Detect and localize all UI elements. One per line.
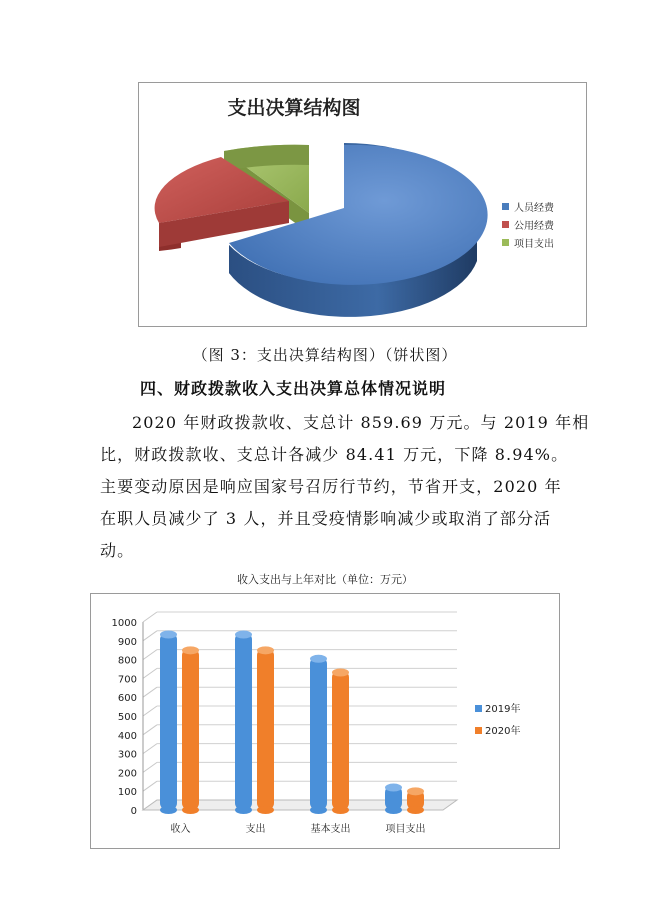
paragraph-line: 在职人员减少了 3 人，并且受疫情影响减少或取消了部分活 bbox=[100, 509, 552, 528]
legend-swatch bbox=[475, 705, 482, 712]
bar-top bbox=[160, 631, 177, 639]
gridline-depth bbox=[143, 762, 157, 772]
bar bbox=[182, 648, 199, 810]
bar-base bbox=[160, 806, 177, 814]
y-tick-label: 800 bbox=[117, 655, 137, 667]
legend-swatch bbox=[502, 203, 509, 210]
y-tick-label: 0 bbox=[130, 806, 137, 817]
figure-caption: （图 3：支出决算结构图）（饼状图） bbox=[192, 346, 458, 364]
gridline-depth bbox=[143, 668, 157, 678]
gridline-depth bbox=[143, 781, 157, 791]
gridline-depth bbox=[143, 725, 157, 735]
gridline-depth bbox=[143, 612, 157, 622]
paragraph-line: 2020 年财政拨款收、支总计 859.69 万元。与 2019 年相 bbox=[132, 413, 590, 432]
bar-top bbox=[332, 669, 349, 677]
bar-base bbox=[385, 806, 402, 814]
paragraph-line: 动。 bbox=[100, 541, 135, 560]
bar-chart-title: 收入支出与上年对比（单位：万元） bbox=[237, 573, 413, 586]
bar-top bbox=[257, 646, 274, 654]
y-tick-label: 300 bbox=[117, 749, 137, 761]
legend-item-public bbox=[502, 217, 554, 232]
y-tick-label: 600 bbox=[117, 693, 137, 705]
gridline-depth bbox=[143, 706, 157, 716]
bar bbox=[310, 657, 327, 810]
legend-swatch bbox=[502, 221, 509, 228]
x-tick-label: 基本支出 bbox=[310, 824, 351, 835]
y-tick-label: 1000 bbox=[111, 618, 137, 629]
y-tick-label: 400 bbox=[117, 730, 137, 742]
y-tick-label: 700 bbox=[117, 674, 137, 686]
legend-item-personnel bbox=[502, 199, 554, 214]
legend-label: 人员经费 bbox=[514, 203, 554, 214]
bar bbox=[257, 648, 274, 810]
legend-label: 2019年 bbox=[485, 704, 521, 715]
bar-chart-graphic bbox=[91, 594, 561, 850]
y-tick-label: 100 bbox=[117, 787, 137, 799]
bar-top bbox=[310, 655, 327, 663]
legend-label: 公用经费 bbox=[514, 221, 554, 232]
bar-base bbox=[257, 806, 274, 814]
bar bbox=[235, 633, 252, 810]
bar-base bbox=[310, 806, 327, 814]
bar-top bbox=[407, 787, 424, 795]
bar-base bbox=[235, 806, 252, 814]
pie-chart-title: 支出决算结构图 bbox=[227, 97, 361, 119]
legend-label: 2020年 bbox=[485, 726, 521, 737]
x-tick-label: 收入 bbox=[170, 824, 191, 835]
bar-chart bbox=[90, 593, 560, 849]
gridline-depth bbox=[143, 631, 157, 641]
gridline-depth bbox=[143, 650, 157, 660]
paragraph-line: 主要变动原因是响应国家号召厉行节约，节省开支，2020 年 bbox=[100, 477, 562, 496]
bar-top bbox=[385, 784, 402, 792]
gridline-depth bbox=[143, 744, 157, 754]
bar bbox=[332, 671, 349, 810]
x-tick-label: 项目支出 bbox=[385, 824, 426, 835]
gridline-depth bbox=[143, 687, 157, 697]
paragraph-line: 比，财政拨款收、支总计各减少 84.41 万元，下降 8.94%。 bbox=[100, 445, 569, 464]
bar-top bbox=[182, 646, 199, 654]
bar-base bbox=[182, 806, 199, 814]
bar-top bbox=[235, 631, 252, 639]
section-heading: 四、财政拨款收入支出决算总体情况说明 bbox=[140, 379, 447, 398]
y-tick-label: 500 bbox=[117, 712, 137, 723]
x-tick-label: 支出 bbox=[245, 824, 266, 835]
bar bbox=[160, 633, 177, 810]
legend-item-project bbox=[502, 235, 554, 250]
pie-chart bbox=[138, 82, 587, 327]
y-tick-label: 900 bbox=[117, 636, 137, 648]
legend-swatch bbox=[475, 727, 482, 734]
bar-base bbox=[332, 806, 349, 814]
legend-label: 项目支出 bbox=[514, 239, 554, 250]
bar-base bbox=[407, 806, 424, 814]
y-tick-label: 200 bbox=[117, 768, 137, 780]
legend-swatch bbox=[502, 239, 509, 246]
